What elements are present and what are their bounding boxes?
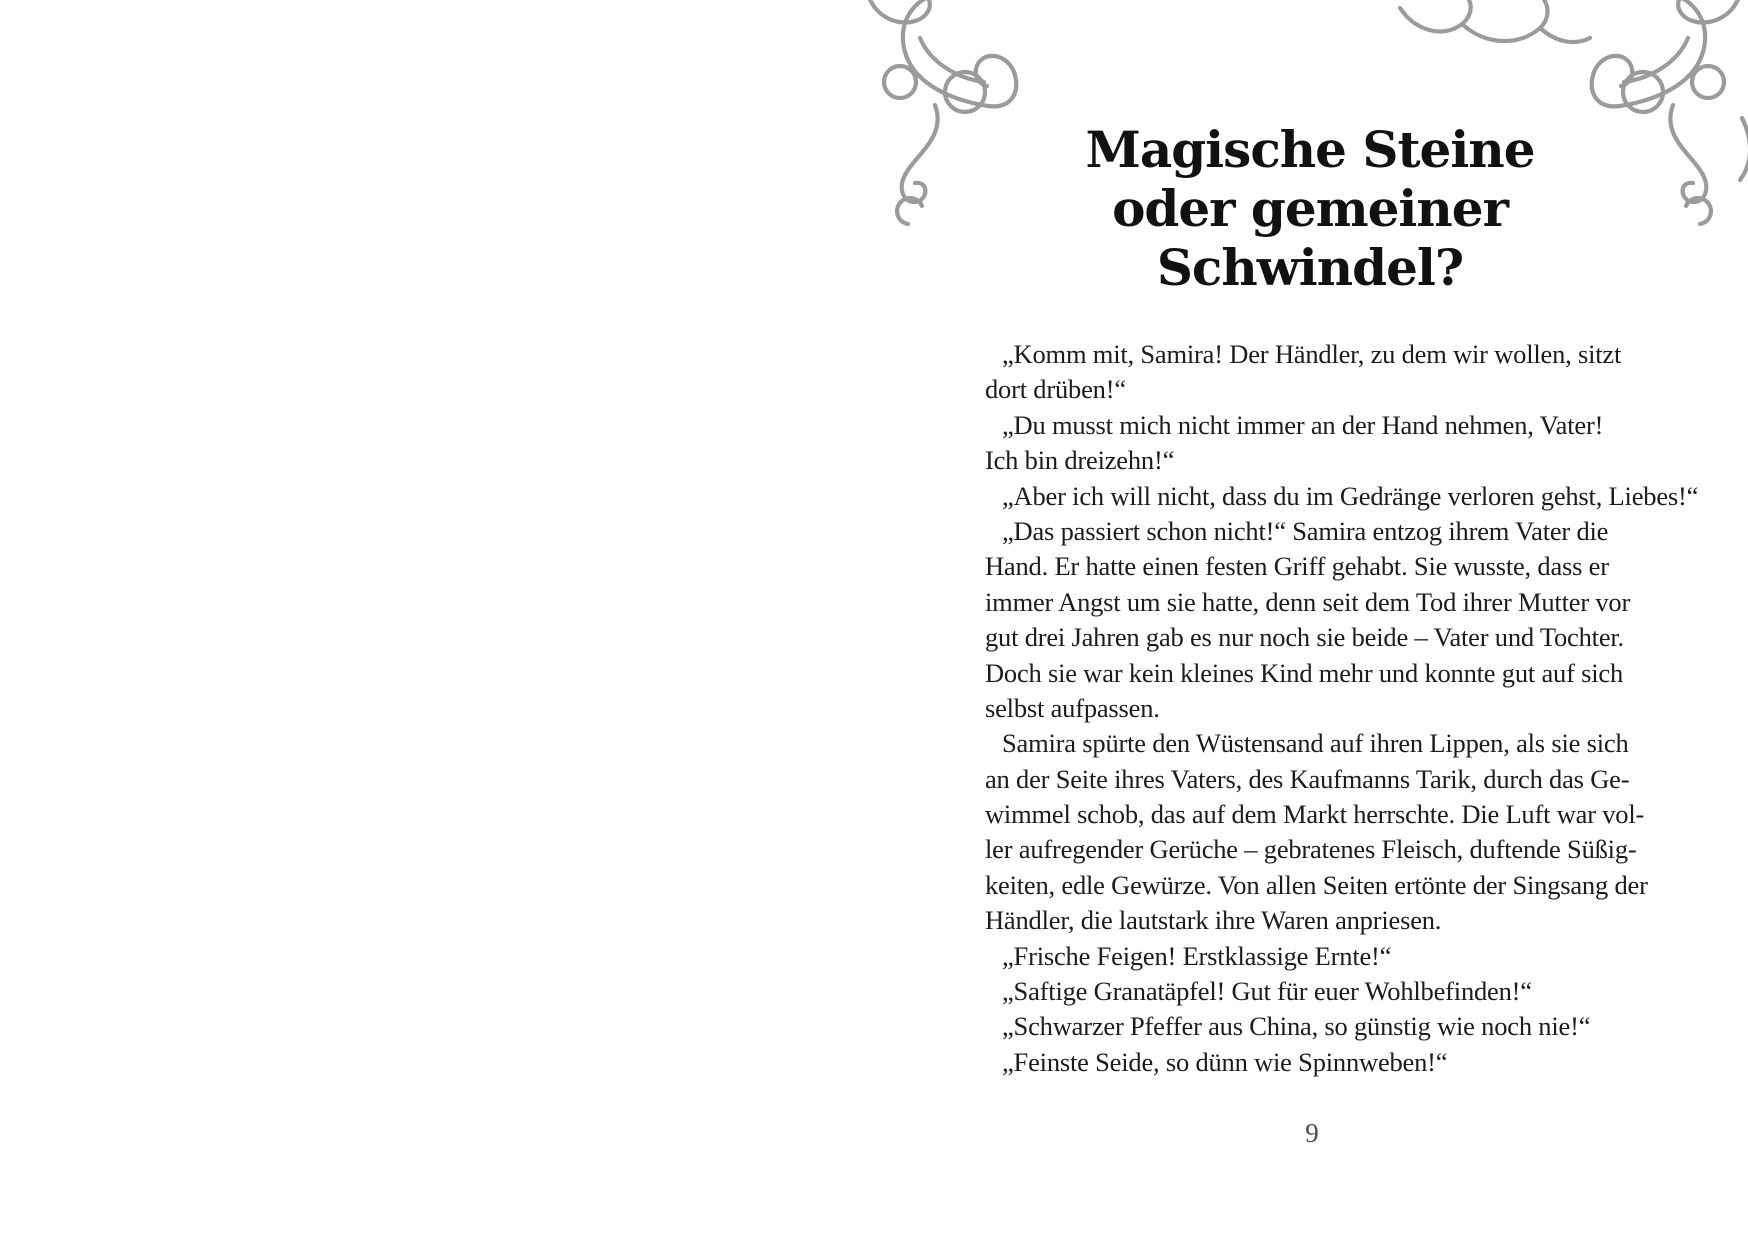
text-line: Ich bin dreizehn!“ [985, 445, 1175, 476]
text-line: „Aber ich will nicht, dass du im Gedränge verloren gehst, Liebes!“ [1002, 480, 1699, 511]
text-line: ler aufregender Gerüche – gebratenes Fleisch, duftende Süßig- [985, 834, 1637, 865]
text-line: „Feinste Seide, so dünn wie Spinnweben!“ [1002, 1046, 1448, 1077]
chapter-title-line2: oder gemeiner Schwindel? [1112, 179, 1508, 297]
text-line: dort drüben!“ [985, 374, 1126, 405]
text-line: Hand. Er hatte einen festen Griff gehabt. Sie wusste, dass er [985, 551, 1609, 582]
chapter-title-line1: Magische Steine [1085, 120, 1535, 179]
page-number: 9 [1305, 1118, 1319, 1148]
text-line: „Frische Feigen! Erstklassige Ernte!“ [1002, 940, 1392, 971]
text-line: immer Angst um sie hatte, denn seit dem Tod ihrer Mutter vor [985, 586, 1631, 617]
text-line: Doch sie war kein kleines Kind mehr und konnte gut auf sich [985, 657, 1624, 688]
text-line: „Das passiert schon nicht!“ Samira entzog ihrem Vater die [1002, 515, 1609, 546]
text-line: keiten, edle Gewürze. Von allen Seiten ertönte der Singsang der [985, 869, 1648, 900]
text-line: wimmel schob, das auf dem Markt herrschte. Die Luft war vol- [985, 799, 1645, 830]
text-line: gut drei Jahren gab es nur noch sie beide – Vater und Tochter. [985, 622, 1624, 653]
text-line: „Saftige Granatäpfel! Gut für euer Wohlbefinden!“ [1002, 976, 1532, 1007]
text-line: „Du musst mich nicht immer an der Hand nehmen, Vater! [1002, 409, 1604, 440]
chapter-title [970, 120, 1650, 297]
text-line: Händler, die lautstark ihre Waren anpriesen. [985, 905, 1442, 936]
text-block [985, 337, 1722, 1080]
text-line: „Schwarzer Pfeffer aus China, so günstig wie noch nie!“ [1002, 1011, 1591, 1042]
text-line: selbst aufpassen. [985, 692, 1160, 723]
text-line: „Komm mit, Samira! Der Händler, zu dem wir wollen, sitzt [1002, 339, 1622, 369]
text-line: an der Seite ihres Vaters, des Kaufmanns Tarik, durch das Ge- [985, 763, 1630, 794]
text-line: Samira spürte den Wüstensand auf ihren Lippen, als sie sich [1002, 728, 1629, 759]
